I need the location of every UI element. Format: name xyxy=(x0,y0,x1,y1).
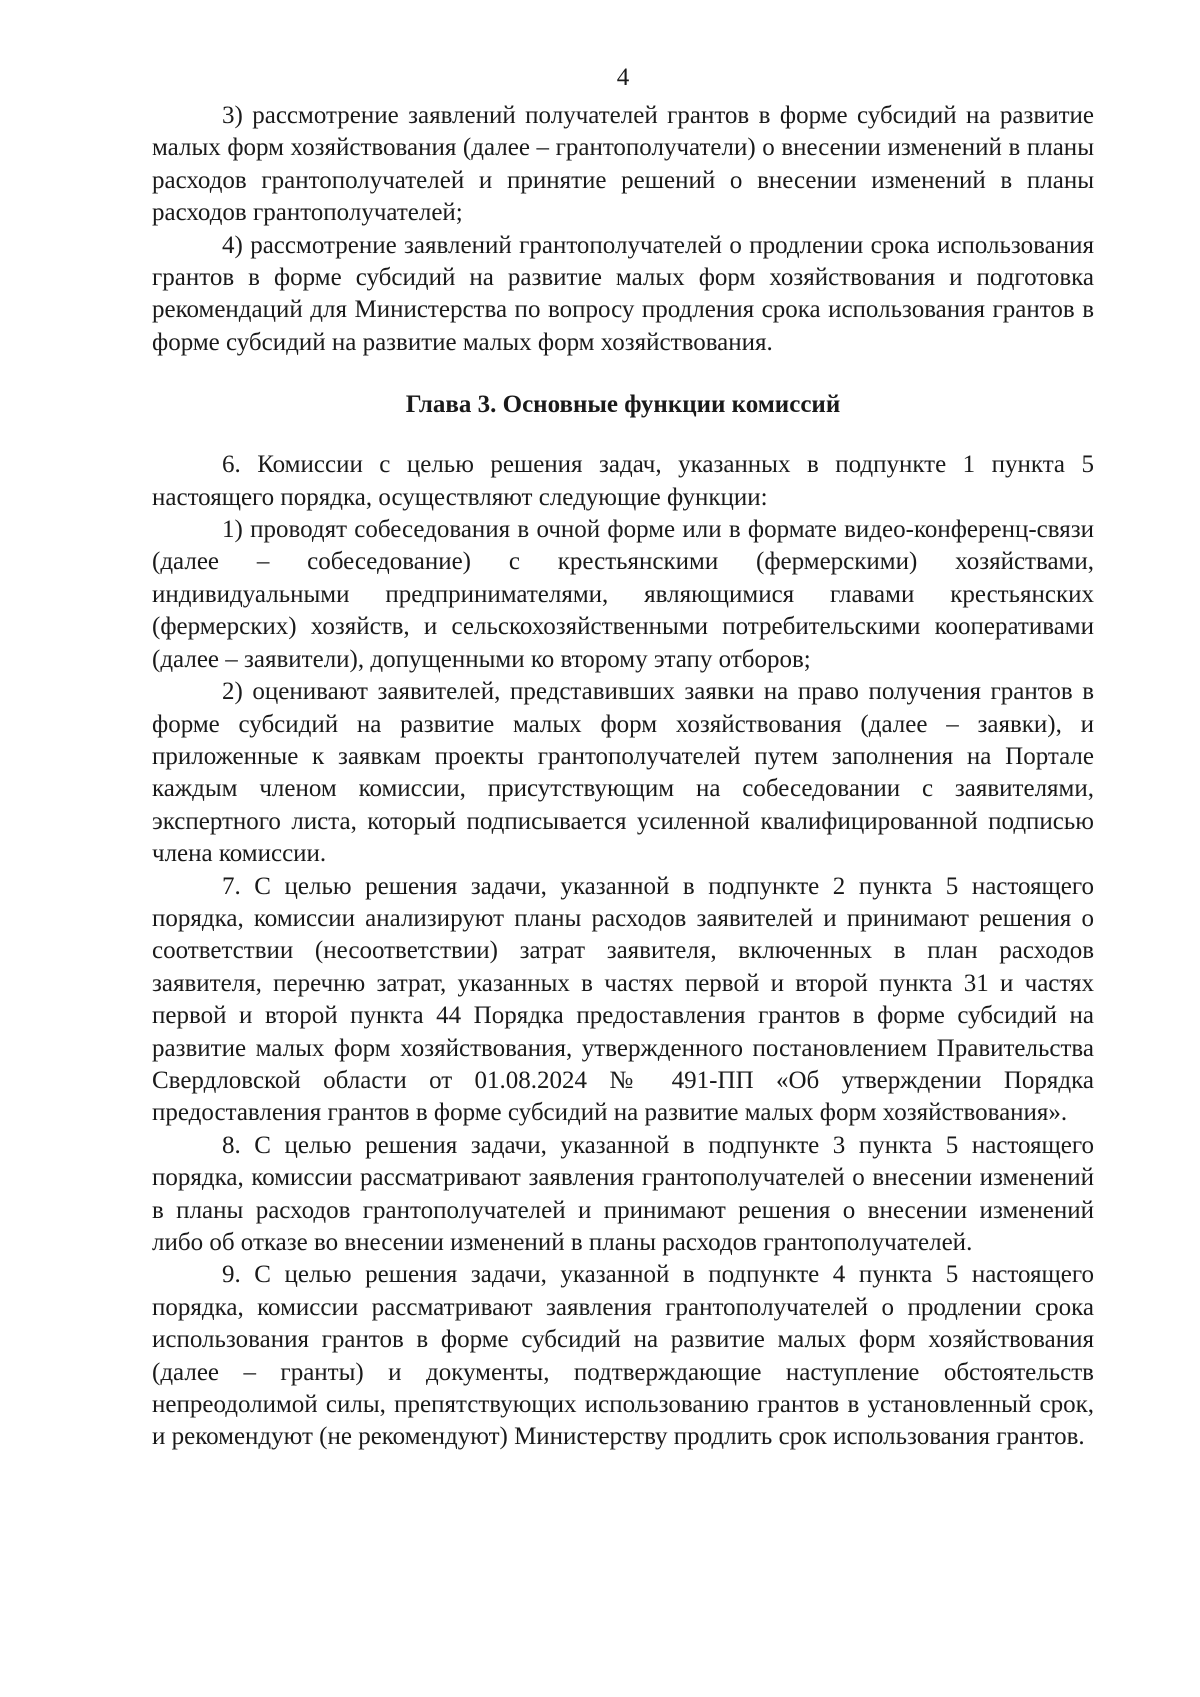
paragraph-clause-6-item-2: 2) оценивают заявителей, представивших заявки на право получения грантов в форме субсидий на развитие малых форм хозяйствования (далее – заявки), и приложенные к заявкам проекты грантополучателей путем заполнения на Портале каждым членом комиссии, присутствующим на собеседовании с заявителями, экспертного листа, который подписывается усиленной квалифицированной подписью члена комиссии. xyxy=(152,678,1094,868)
paragraph-clause-8: 8. С целью решения задачи, указанной в подпункте 3 пункта 5 настоящего порядка, комиссии рассматривают заявления грантополучателей о внесении изменений в планы расходов грантополучателей и принимают решения о внесении изменений либо об отказе во внесении изменений в планы расходов грантополучателей. xyxy=(152,1131,1094,1256)
paragraph-item-4: 4) рассмотрение заявлений грантополучателей о продлении срока использования грантов в форме субсидий на развитие малых форм хозяйствования и подготовка рекомендаций для Министерства по вопросу продления срока использования грантов в форме субсидий на развитие малых форм хозяйствования. xyxy=(152,231,1094,356)
page-number: 4 xyxy=(616,64,630,91)
paragraph-item-3: 3) рассмотрение заявлений получателей грантов в форме субсидий на развитие малых форм хозяйствования (далее – грантополучатели) о внесении изменений в планы расходов грантополучателей и принятие решений о внесении изменений в планы расходов грантополучателей; xyxy=(152,102,1094,227)
paragraph-clause-9: 9. С целью решения задачи, указанной в подпункте 4 пункта 5 настоящего порядка, комиссии рассматривают заявления грантополучателей о продлении срока использования грантов в форме субсидий на развитие малых форм хозяйствования (далее – гранты) и документы, подтверждающие наступление обстоятельств непреодолимой силы, препятствующих использованию грантов в установленный срок, и рекомендуют (не рекомендуют) Министерству продлить срок использования грантов. xyxy=(152,1261,1094,1451)
chapter-heading: Глава 3. Основные функции комиссий xyxy=(405,391,841,419)
paragraph-clause-6: 6. Комиссии с целью решения задач, указанных в подпункте 1 пункта 5 настоящего порядка, осуществляют следующие функции: xyxy=(152,451,1094,511)
paragraph-clause-6-item-1: 1) проводят собеседования в очной форме или в формате видео-конференц-связи (далее – собеседование) с крестьянскими (фермерскими) хозяйствами, индивидуальными предпринимателями, являющимися главами крестьянских (фермерских) хозяйств, и сельскохозяйственными потребительскими кооперативами (далее – заявители), допущенными ко второму этапу отборов; xyxy=(152,516,1094,673)
paragraph-clause-7: 7. С целью решения задачи, указанной в подпункте 2 пункта 5 настоящего порядка, комиссии анализируют планы расходов заявителей и принимают решения о соответствии (несоответствии) затрат заявителя, включенных в план расходов заявителя, перечню затрат, указанных в частях первой и второй пункта 31 и частях первой и второй пункта 44 Порядка предоставления грантов в форме субсидий на развитие малых форм хозяйствования, утвержденного постановлением Правительства Свердловской области от 01.08.2024 № 491-ПП «Об утверждении Порядка предоставления грантов в форме субсидий на развитие малых форм хозяйствования». xyxy=(152,872,1094,1127)
